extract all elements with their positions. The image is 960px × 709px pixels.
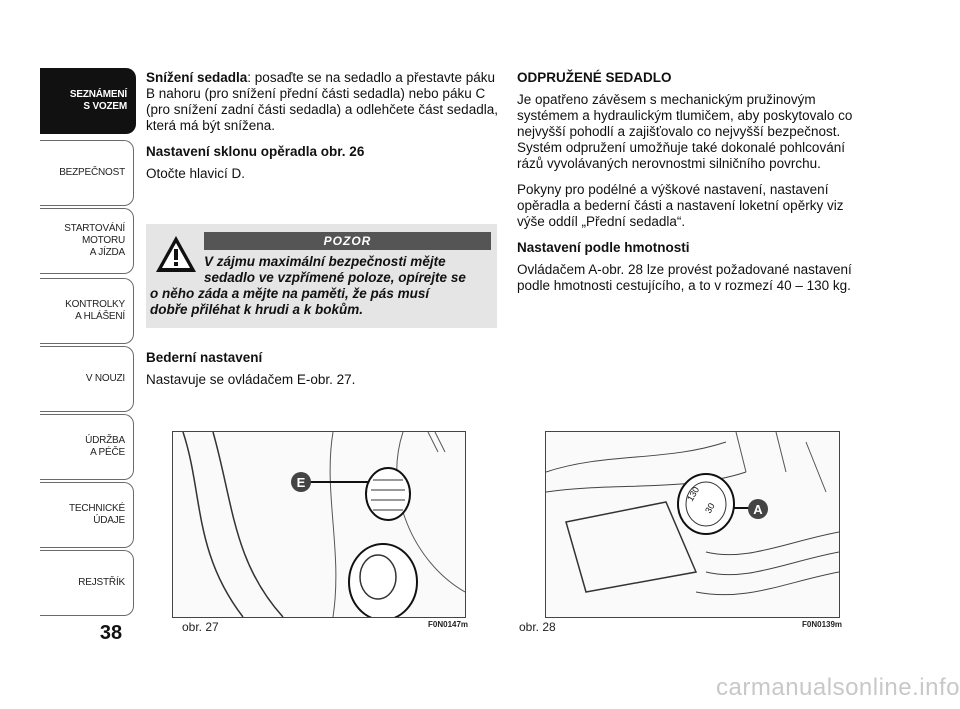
tab-bezpecnost[interactable]: BEZPEČNOST bbox=[40, 140, 134, 206]
figure-27-caption: obr. 27 bbox=[182, 620, 219, 634]
figure-27 bbox=[172, 431, 466, 618]
tab-technicke[interactable]: TECHNICKÉ ÚDAJE bbox=[40, 482, 134, 548]
left-column bbox=[146, 70, 498, 192]
paragraph-weight: Ovládačem A-obr. 28 lze provést požadované nastavení podle hmotnosti cestujícího, a to v rozmezí 40 – 130 kg. bbox=[517, 262, 852, 293]
tab-kontrolky[interactable]: KONTROLKY A HLÁŠENÍ bbox=[40, 278, 134, 344]
tab-udrzba[interactable]: ÚDRŽBA A PÉČE bbox=[40, 414, 134, 480]
right-column bbox=[517, 70, 869, 304]
seat-suspension-illustration bbox=[546, 432, 839, 617]
heading-backrest: Nastavení sklonu opěradla obr. 26 bbox=[146, 144, 365, 159]
tab-v-nouzi[interactable]: V NOUZI bbox=[40, 346, 134, 412]
warning-box bbox=[146, 224, 497, 328]
warning-title: POZOR bbox=[204, 232, 491, 250]
lumbar-section bbox=[146, 350, 498, 398]
figure-27-code: F0N0147m bbox=[428, 620, 469, 629]
figure-28-code: F0N0139m bbox=[802, 620, 843, 629]
paragraph-lumbar: Nastavuje se ovládačem E-obr. 27. bbox=[146, 372, 356, 387]
heading-lumbar: Bederní nastavení bbox=[146, 350, 263, 365]
figure-28-callout-label: A bbox=[753, 502, 763, 517]
heading-suspended-seat: ODPRUŽENÉ SEDADLO bbox=[517, 70, 672, 85]
heading-weight: Nastavení podle hmotnosti bbox=[517, 240, 690, 255]
tab-rejstrik[interactable]: REJSTŘÍK bbox=[40, 550, 134, 616]
paragraph-seat-lowering: Snížení sedadla: posaďte se na sedadlo a přestavte páku B nahoru (pro snížení přední části sedadla) nebo páku C (pro snížení zadní části sedadla) a odlehčete část sedadla, která má být snížena. bbox=[146, 70, 498, 133]
watermark: carmanualsonline.info bbox=[716, 674, 960, 701]
figure-28-caption: obr. 28 bbox=[519, 620, 556, 634]
page-number: 38 bbox=[99, 622, 123, 644]
tab-startovani[interactable]: STARTOVÁNÍ MOTORU A JÍZDA bbox=[40, 208, 134, 274]
paragraph-backrest: Otočte hlavicí D. bbox=[146, 166, 246, 181]
seat-lumbar-illustration bbox=[173, 432, 465, 617]
warning-text: V zájmu maximální bezpečnosti mějte sedadlo ve vzpřímené poloze, opírejte se o něho záda a mějte na paměti, že pás musí dobře přiléhat k hrudi a k bokům. bbox=[150, 254, 466, 317]
tab-seznameni[interactable]: SEZNÁMENÍ S VOZEM bbox=[40, 68, 136, 134]
dial-mark-30: 30 bbox=[703, 501, 717, 515]
dial-mark-130: 130 bbox=[685, 484, 702, 503]
figure-27-callout-label: E bbox=[296, 475, 306, 490]
paragraph-suspension: Je opatřeno závěsem s mechanickým pružinovým systémem a hydraulickým tlumičem, aby poskytovalo co nejvyšší pohodlí a zajišťovalo co nejvyšší bezpečnost. Systém odpružení umožňuje také dokonalé pohlcování rázů vyvolávaných nerovnostmi silničního povrchu. bbox=[517, 92, 853, 171]
paragraph-instructions: Pokyny pro podélné a výškové nastavení, nastavení opěradla a bederní části a nastavení loketní opěrky viz výše oddíl „Přední sedadla“. bbox=[517, 182, 844, 229]
figure-28 bbox=[545, 431, 840, 618]
